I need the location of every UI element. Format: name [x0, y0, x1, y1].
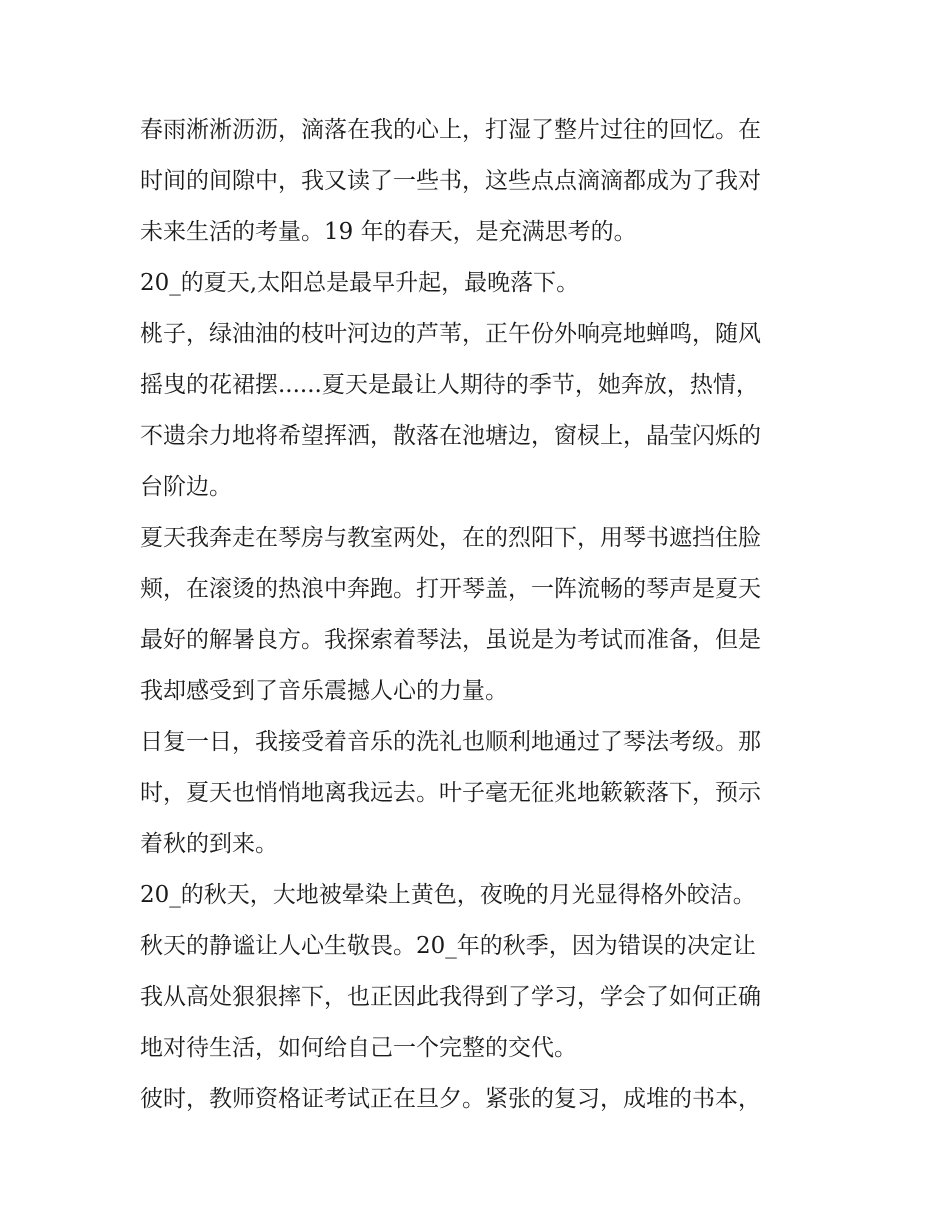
- text-line: 春雨淅淅沥沥，滴落在我的心上，打湿了整片过往的回忆。在: [140, 117, 761, 143]
- text-line: 台阶边。: [140, 474, 232, 500]
- text-line: 20_的秋天，大地被晕染上黄色，夜晚的月光显得格外皎洁。: [140, 882, 756, 908]
- text-line: 最好的解暑良方。我探索着琴法，虽说是为考试而准备，但是: [140, 627, 761, 653]
- text-line: 我从高处狠狠摔下，也正因此我得到了学习，学会了如何正确: [140, 984, 761, 1010]
- text-line: 时，夏天也悄悄地离我远去。叶子毫无征兆地簌簌落下，预示: [140, 780, 761, 806]
- document-body: [140, 105, 820, 1125]
- text-line: 夏天我奔走在琴房与教室两处，在的烈阳下，用琴书遮挡住脸: [140, 525, 761, 551]
- text-line: 地对待生活，如何给自己一个完整的交代。: [140, 1035, 577, 1061]
- text-line: 着秋的到来。: [140, 831, 278, 857]
- text-line: 桃子，绿油油的枝叶河边的芦苇，正午份外响亮地蝉鸣，随风: [140, 321, 761, 347]
- text-line: 日复一日，我接受着音乐的洗礼也顺利地通过了琴法考级。那: [140, 729, 761, 755]
- text-line: 未来生活的考量。19 年的春天，是充满思考的。: [140, 219, 637, 245]
- text-line: 我却感受到了音乐震撼人心的力量。: [140, 678, 508, 704]
- text-line: 彼时，教师资格证考试正在旦夕。紧张的复习，成堆的书本，: [140, 1086, 761, 1112]
- text-line: 秋天的静谧让人心生敬畏。20_年的秋季，因为错误的决定让: [140, 933, 756, 959]
- text-line: 20_的夏天,太阳总是最早升起，最晚落下。: [140, 270, 580, 296]
- text-line: 摇曳的花裙摆......夏天是最让人期待的季节，她奔放，热情，: [140, 372, 759, 398]
- text-line: 不遗余力地将希望挥洒，散落在池塘边，窗棂上，晶莹闪烁的: [140, 423, 761, 449]
- text-line: 颊，在滚烫的热浪中奔跑。打开琴盖，一阵流畅的琴声是夏天: [140, 576, 761, 602]
- text-line: 时间的间隙中，我又读了一些书，这些点点滴滴都成为了我对: [140, 168, 761, 194]
